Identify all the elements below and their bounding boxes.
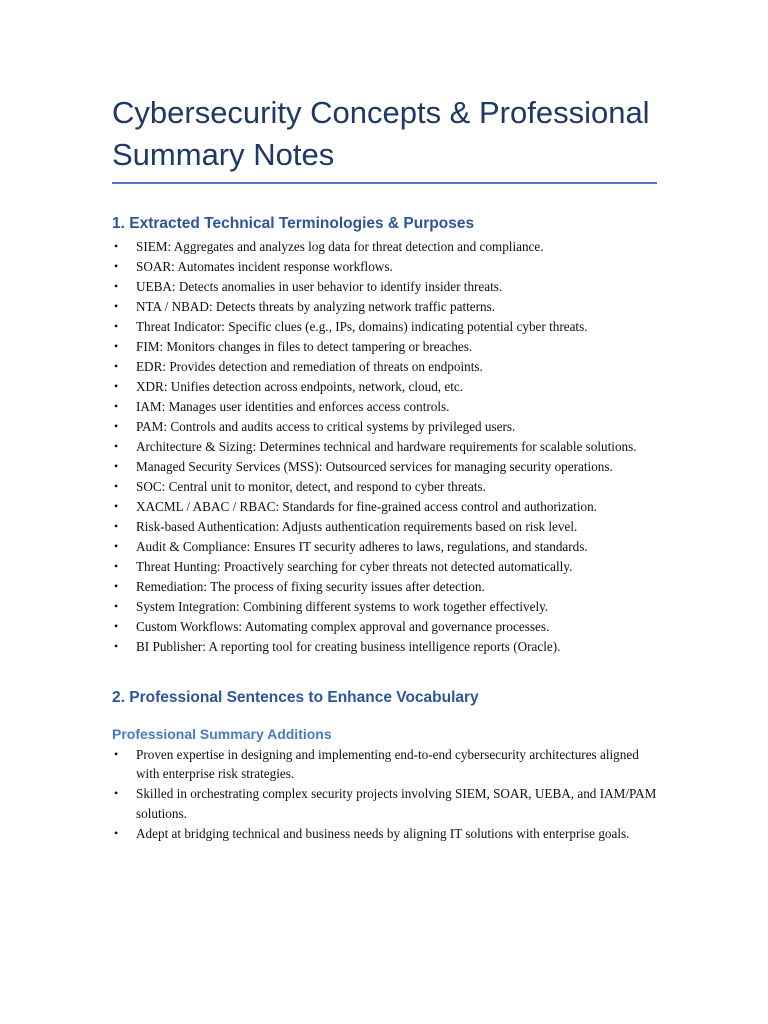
list-item-text: Risk-based Authentication: Adjusts authentication requirements based on risk level.	[136, 519, 578, 534]
bullet-icon: •	[114, 399, 119, 413]
bullet-icon: •	[114, 259, 119, 273]
terminology-item	[112, 317, 657, 336]
title-divider	[112, 182, 657, 184]
bullet-icon: •	[114, 559, 119, 573]
bullet-icon: •	[114, 747, 119, 762]
list-item-text: IAM: Manages user identities and enforces access controls.	[136, 399, 450, 414]
list-item-text: NTA / NBAD: Detects threats by analyzing network traffic patterns.	[136, 299, 496, 314]
bullet-icon: •	[114, 479, 119, 493]
bullet-icon: •	[114, 786, 119, 801]
bullet-icon: •	[114, 359, 119, 373]
list-item-text: PAM: Controls and audits access to critical systems by privileged users.	[136, 419, 516, 434]
bullet-icon: •	[114, 319, 119, 333]
bullet-icon: •	[114, 579, 119, 593]
terminology-list	[112, 237, 657, 656]
terminology-item	[112, 557, 657, 576]
terminology-item	[112, 597, 657, 616]
bullet-icon: •	[114, 339, 119, 353]
list-item-text: SOAR: Automates incident response workflows.	[136, 259, 393, 274]
bullet-icon: •	[114, 639, 119, 653]
list-item-text: System Integration: Combining different systems to work together effectively.	[136, 599, 549, 614]
list-item-text: SOC: Central unit to monitor, detect, and respond to cyber threats.	[136, 479, 486, 494]
list-item-text: FIM: Monitors changes in files to detect tampering or breaches.	[136, 339, 473, 354]
professional-summary-subheading: Professional Summary Additions	[112, 726, 332, 743]
list-item-text: Threat Indicator: Specific clues (e.g., IPs, domains) indicating potential cyber threats.	[136, 319, 588, 334]
list-item-text: SIEM: Aggregates and analyzes log data for threat detection and compliance.	[136, 239, 544, 254]
summary-item	[112, 824, 657, 843]
list-item-text: XACML / ABAC / RBAC: Standards for fine-grained access control and authorization.	[136, 499, 597, 514]
section-2-heading: 2. Professional Sentences to Enhance Vocabulary	[112, 689, 479, 707]
bullet-icon: •	[114, 539, 119, 553]
list-item-text: UEBA: Detects anomalies in user behavior to identify insider threats.	[136, 279, 503, 294]
summary-item	[112, 784, 657, 822]
list-item-text: EDR: Provides detection and remediation of threats on endpoints.	[136, 359, 483, 374]
terminology-item	[112, 397, 657, 416]
list-item-text: Architecture & Sizing: Determines technical and hardware requirements for scalable solutions.	[136, 439, 637, 454]
bullet-icon: •	[114, 825, 119, 840]
terminology-item	[112, 257, 657, 276]
list-item-text: Adept at bridging technical and business needs by aligning IT solutions with enterprise goals.	[136, 825, 630, 841]
document-page	[112, 92, 657, 844]
list-item-text: Skilled in orchestrating complex security projects involving SIEM, SOAR, UEBA, and IAM/PAM solutions.	[136, 786, 657, 821]
terminology-item	[112, 537, 657, 556]
terminology-item	[112, 297, 657, 316]
list-item-text: XDR: Unifies detection across endpoints, network, cloud, etc.	[136, 379, 464, 394]
terminology-item	[112, 637, 657, 656]
list-item-text: Audit & Compliance: Ensures IT security adheres to laws, regulations, and standards.	[136, 539, 588, 554]
list-item-text: Proven expertise in designing and implementing end-to-end cybersecurity architectures aligned with enterprise risk strategies.	[136, 747, 639, 782]
bullet-icon: •	[114, 619, 119, 633]
bullet-icon: •	[114, 419, 119, 433]
list-item-text: Custom Workflows: Automating complex approval and governance processes.	[136, 619, 550, 634]
bullet-icon: •	[114, 499, 119, 513]
list-item-text: Remediation: The process of fixing security issues after detection.	[136, 579, 485, 594]
terminology-item	[112, 617, 657, 636]
terminology-item	[112, 517, 657, 536]
document-title: Cybersecurity Concepts & Professional Summary Notes	[112, 95, 650, 172]
bullet-icon: •	[114, 459, 119, 473]
bullet-icon: •	[114, 239, 119, 253]
bullet-icon: •	[114, 519, 119, 533]
bullet-icon: •	[114, 279, 119, 293]
terminology-item	[112, 497, 657, 516]
bullet-icon: •	[114, 439, 119, 453]
bullet-icon: •	[114, 379, 119, 393]
professional-summary-list	[112, 745, 657, 843]
list-item-text: BI Publisher: A reporting tool for creating business intelligence reports (Oracle).	[136, 639, 561, 654]
terminology-item	[112, 437, 657, 456]
terminology-item	[112, 477, 657, 496]
summary-item	[112, 745, 657, 783]
terminology-item	[112, 237, 657, 256]
list-item-text: Threat Hunting: Proactively searching for cyber threats not detected automatically.	[136, 559, 573, 574]
terminology-item	[112, 577, 657, 596]
terminology-item	[112, 357, 657, 376]
terminology-item	[112, 457, 657, 476]
terminology-item	[112, 277, 657, 296]
bullet-icon: •	[114, 599, 119, 613]
terminology-item	[112, 377, 657, 396]
terminology-item	[112, 337, 657, 356]
list-item-text: Managed Security Services (MSS): Outsourced services for managing security operations.	[136, 459, 613, 474]
terminology-item	[112, 417, 657, 436]
bullet-icon: •	[114, 299, 119, 313]
section-1-heading: 1. Extracted Technical Terminologies & Purposes	[112, 215, 475, 232]
